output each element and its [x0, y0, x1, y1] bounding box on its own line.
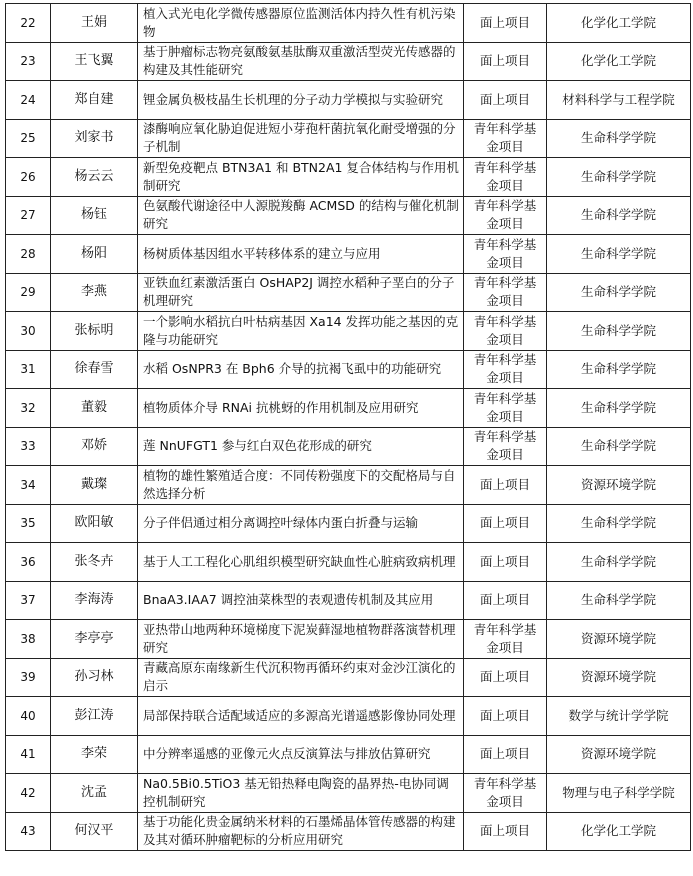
project-type: 青年科学基金项目 — [464, 235, 547, 274]
principal-investigator: 李亭亭 — [51, 620, 138, 659]
project-type: 青年科学基金项目 — [464, 427, 547, 466]
project-title: 杨树质体基因组水平转移体系的建立与应用 — [138, 235, 464, 274]
row-number: 43 — [6, 812, 51, 851]
table-row — [6, 466, 691, 505]
row-number: 35 — [6, 504, 51, 543]
row-number: 34 — [6, 466, 51, 505]
row-number: 25 — [6, 119, 51, 158]
principal-investigator: 李海涛 — [51, 581, 138, 620]
table-row — [6, 350, 691, 389]
college-name: 化学化工学院 — [547, 42, 691, 81]
project-title: BnaA3.IAA7 调控油菜株型的表观遗传机制及其应用 — [138, 581, 464, 620]
project-type: 面上项目 — [464, 812, 547, 851]
project-title: 植物的雄性繁殖适合度：不同传粉强度下的交配格局与自然选择分析 — [138, 466, 464, 505]
project-type: 青年科学基金项目 — [464, 119, 547, 158]
college-name: 生命科学学院 — [547, 273, 691, 312]
row-number: 39 — [6, 658, 51, 697]
principal-investigator: 何汉平 — [51, 812, 138, 851]
college-name: 生命科学学院 — [547, 543, 691, 582]
table-row — [6, 812, 691, 851]
table-row — [6, 774, 691, 813]
project-title: 亚热带山地两种环境梯度下泥炭藓湿地植物群落演替机理研究 — [138, 620, 464, 659]
college-name: 生命科学学院 — [547, 119, 691, 158]
college-name: 生命科学学院 — [547, 581, 691, 620]
row-number: 24 — [6, 81, 51, 120]
table-row — [6, 697, 691, 736]
principal-investigator: 张标明 — [51, 312, 138, 351]
project-type: 面上项目 — [464, 81, 547, 120]
project-type: 青年科学基金项目 — [464, 774, 547, 813]
table-row — [6, 235, 691, 274]
project-title: 基于人工工程化心肌组织模型研究缺血性心脏病致病机理 — [138, 543, 464, 582]
row-number: 42 — [6, 774, 51, 813]
principal-investigator: 杨云云 — [51, 158, 138, 197]
project-title: 基于功能化贵金属纳米材料的石墨烯晶体管传感器的构建及其对循环肿瘤靶标的分析应用研究 — [138, 812, 464, 851]
table-row — [6, 312, 691, 351]
college-name: 数学与统计学学院 — [547, 697, 691, 736]
table-row — [6, 735, 691, 774]
project-type: 面上项目 — [464, 735, 547, 774]
row-number: 29 — [6, 273, 51, 312]
project-type: 面上项目 — [464, 4, 547, 43]
row-number: 41 — [6, 735, 51, 774]
project-title: 莲 NnUFGT1 参与红白双色花形成的研究 — [138, 427, 464, 466]
college-name: 资源环境学院 — [547, 466, 691, 505]
college-name: 化学化工学院 — [547, 4, 691, 43]
project-title: 色氨酸代谢途径中人源脱羧酶 ACMSD 的结构与催化机制研究 — [138, 196, 464, 235]
principal-investigator: 戴璨 — [51, 466, 138, 505]
project-title: 锂金属负极枝晶生长机理的分子动力学模拟与实验研究 — [138, 81, 464, 120]
project-type: 面上项目 — [464, 543, 547, 582]
college-name: 物理与电子科学学院 — [547, 774, 691, 813]
college-name: 生命科学学院 — [547, 389, 691, 428]
college-name: 生命科学学院 — [547, 158, 691, 197]
college-name: 生命科学学院 — [547, 196, 691, 235]
table-row — [6, 543, 691, 582]
row-number: 36 — [6, 543, 51, 582]
project-type: 青年科学基金项目 — [464, 273, 547, 312]
row-number: 27 — [6, 196, 51, 235]
principal-investigator: 王飞翼 — [51, 42, 138, 81]
project-table-body — [6, 4, 691, 851]
principal-investigator: 沈孟 — [51, 774, 138, 813]
row-number: 38 — [6, 620, 51, 659]
project-title: 局部保持联合适配域适应的多源高光谱遥感影像协同处理 — [138, 697, 464, 736]
principal-investigator: 郑自建 — [51, 81, 138, 120]
project-title: 中分辨率遥感的亚像元火点反演算法与排放估算研究 — [138, 735, 464, 774]
project-title: Na0.5Bi0.5TiO3 基无铅热释电陶瓷的晶界热-电协同调控机制研究 — [138, 774, 464, 813]
principal-investigator: 欧阳敏 — [51, 504, 138, 543]
row-number: 28 — [6, 235, 51, 274]
project-type: 面上项目 — [464, 42, 547, 81]
college-name: 资源环境学院 — [547, 735, 691, 774]
row-number: 31 — [6, 350, 51, 389]
project-type: 青年科学基金项目 — [464, 196, 547, 235]
project-title: 青藏高原东南缘新生代沉积物再循环约束对金沙江演化的启示 — [138, 658, 464, 697]
project-title: 新型免疫靶点 BTN3A1 和 BTN2A1 复合体结构与作用机制研究 — [138, 158, 464, 197]
principal-investigator: 刘家书 — [51, 119, 138, 158]
project-title: 漆酶响应氧化胁迫促进短小芽孢杆菌抗氧化耐受增强的分子机制 — [138, 119, 464, 158]
college-name: 生命科学学院 — [547, 235, 691, 274]
principal-investigator: 董毅 — [51, 389, 138, 428]
principal-investigator: 彭江涛 — [51, 697, 138, 736]
row-number: 30 — [6, 312, 51, 351]
table-row — [6, 658, 691, 697]
row-number: 40 — [6, 697, 51, 736]
project-title: 一个影响水稻抗白叶枯病基因 Xa14 发挥功能之基因的克隆与功能研究 — [138, 312, 464, 351]
project-type: 青年科学基金项目 — [464, 389, 547, 428]
project-table — [5, 3, 691, 851]
project-type: 面上项目 — [464, 466, 547, 505]
project-title: 植入式光电化学微传感器原位监测活体内持久性有机污染物 — [138, 4, 464, 43]
row-number: 33 — [6, 427, 51, 466]
table-row — [6, 81, 691, 120]
table-row — [6, 273, 691, 312]
principal-investigator: 李燕 — [51, 273, 138, 312]
table-row — [6, 504, 691, 543]
table-row — [6, 196, 691, 235]
row-number: 26 — [6, 158, 51, 197]
row-number: 32 — [6, 389, 51, 428]
table-row — [6, 119, 691, 158]
project-type: 青年科学基金项目 — [464, 620, 547, 659]
principal-investigator: 杨钰 — [51, 196, 138, 235]
table-row — [6, 4, 691, 43]
project-title: 植物质体介导 RNAi 抗桃蚜的作用机制及应用研究 — [138, 389, 464, 428]
principal-investigator: 徐春雪 — [51, 350, 138, 389]
principal-investigator: 杨阳 — [51, 235, 138, 274]
row-number: 22 — [6, 4, 51, 43]
principal-investigator: 王娟 — [51, 4, 138, 43]
row-number: 37 — [6, 581, 51, 620]
project-type: 面上项目 — [464, 581, 547, 620]
college-name: 资源环境学院 — [547, 658, 691, 697]
principal-investigator: 孙习林 — [51, 658, 138, 697]
project-title: 基于肿瘤标志物亮氨酸氨基肽酶双重激活型荧光传感器的构建及其性能研究 — [138, 42, 464, 81]
college-name: 生命科学学院 — [547, 427, 691, 466]
project-type: 青年科学基金项目 — [464, 158, 547, 197]
college-name: 生命科学学院 — [547, 312, 691, 351]
project-type: 面上项目 — [464, 504, 547, 543]
project-type: 面上项目 — [464, 697, 547, 736]
project-type: 青年科学基金项目 — [464, 312, 547, 351]
college-name: 材料科学与工程学院 — [547, 81, 691, 120]
principal-investigator: 邓娇 — [51, 427, 138, 466]
principal-investigator: 李荣 — [51, 735, 138, 774]
college-name: 化学化工学院 — [547, 812, 691, 851]
project-type: 面上项目 — [464, 658, 547, 697]
table-row — [6, 389, 691, 428]
project-title: 亚铁血红素激活蛋白 OsHAP2J 调控水稻种子垩白的分子机理研究 — [138, 273, 464, 312]
college-name: 生命科学学院 — [547, 350, 691, 389]
project-type: 青年科学基金项目 — [464, 350, 547, 389]
project-title: 水稻 OsNPR3 在 Bph6 介导的抗褐飞虱中的功能研究 — [138, 350, 464, 389]
row-number: 23 — [6, 42, 51, 81]
table-row — [6, 620, 691, 659]
table-row — [6, 427, 691, 466]
college-name: 资源环境学院 — [547, 620, 691, 659]
table-row — [6, 42, 691, 81]
table-row — [6, 581, 691, 620]
college-name: 生命科学学院 — [547, 504, 691, 543]
principal-investigator: 张冬卉 — [51, 543, 138, 582]
project-title: 分子伴侣通过相分离调控叶绿体内蛋白折叠与运输 — [138, 504, 464, 543]
table-row — [6, 158, 691, 197]
